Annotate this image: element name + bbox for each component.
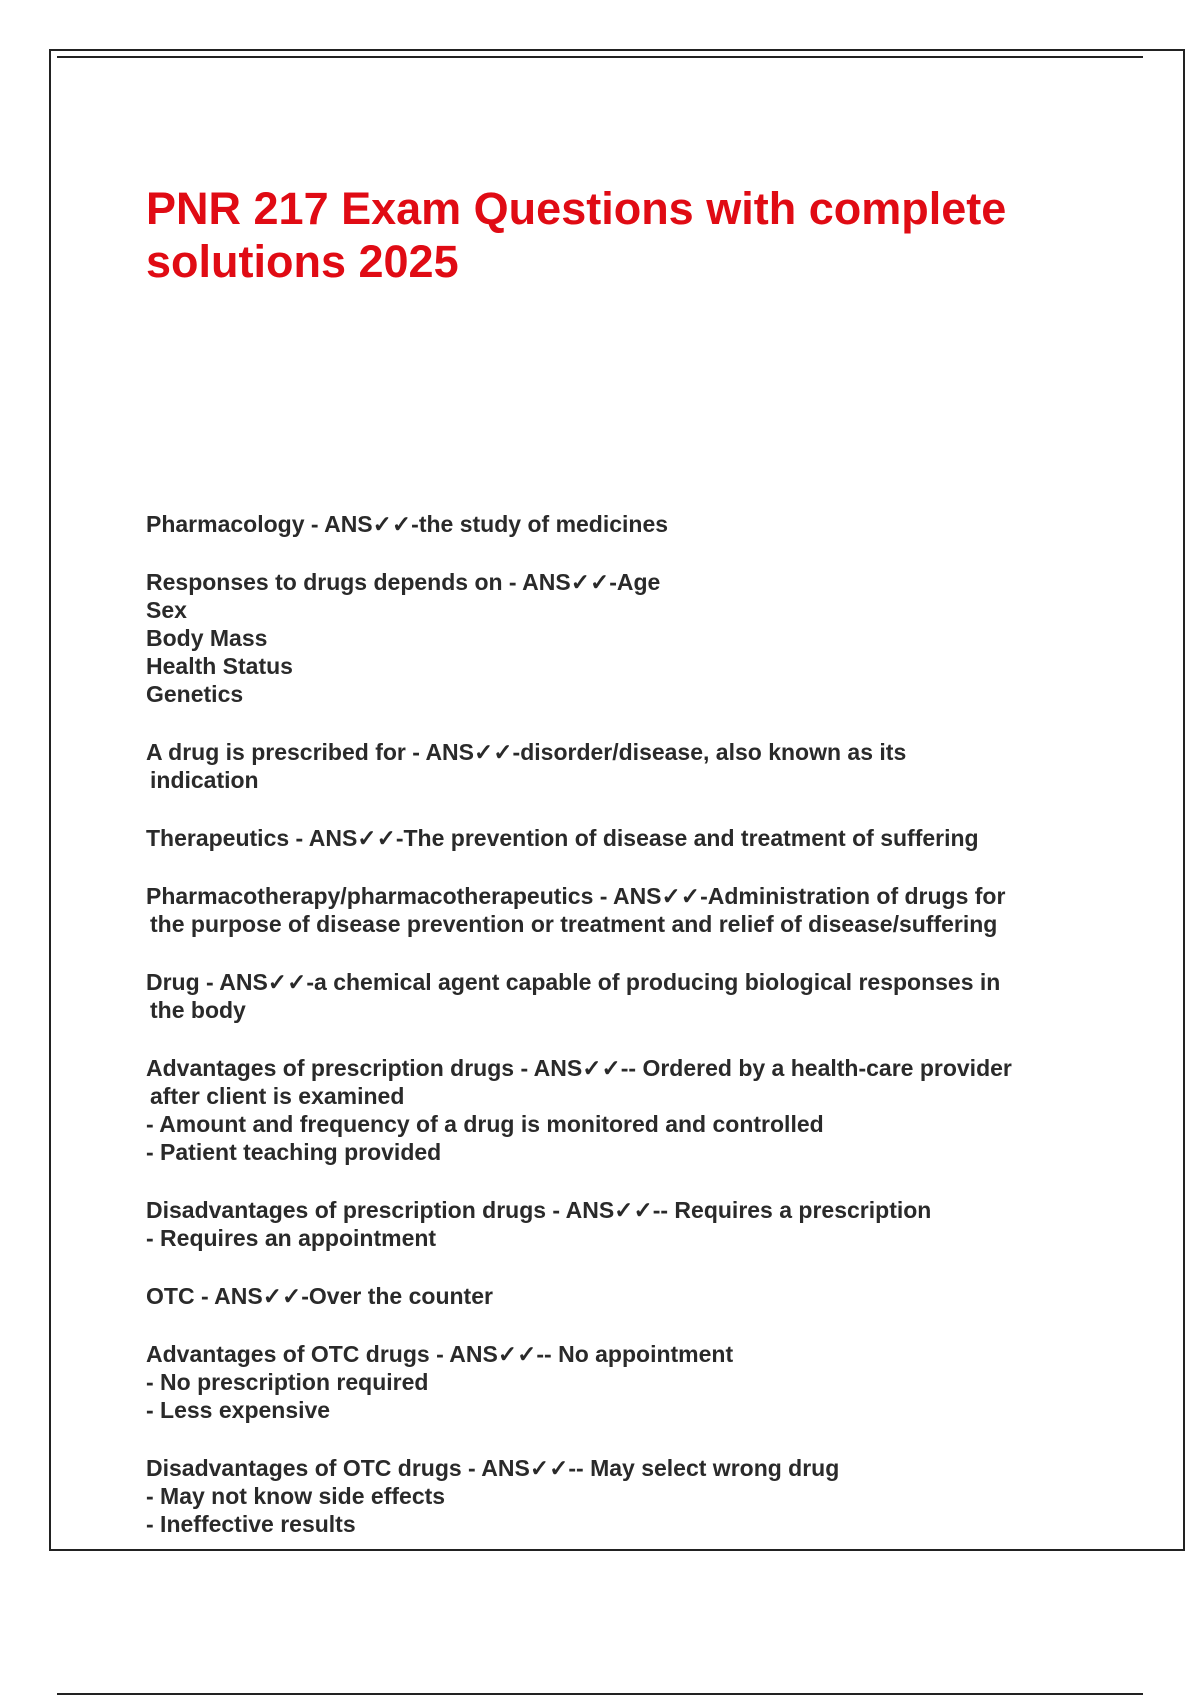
qa-line: Therapeutics - ANS✓✓-The prevention of disease and treatment of suffering <box>146 825 979 851</box>
bottom-rule <box>57 1693 1143 1695</box>
qa-line: A drug is prescribed for - ANS✓✓-disorder/disease, also known as its <box>146 739 907 765</box>
qa-line: Advantages of OTC drugs - ANS✓✓-- No appointment <box>146 1341 734 1367</box>
qa-line: OTC - ANS✓✓-Over the counter <box>146 1283 493 1309</box>
qa-line: Sex <box>146 597 187 623</box>
qa-item-pharmacology <box>146 510 1106 538</box>
qa-line: Pharmacology - ANS✓✓-the study of medicines <box>146 511 669 537</box>
qa-line: indication <box>150 767 259 793</box>
qa-line: after client is examined <box>150 1083 405 1109</box>
qa-line: - Less expensive <box>146 1397 331 1423</box>
top-rule <box>57 56 1143 58</box>
qa-item-pharmacotherapy <box>146 882 1106 938</box>
qa-line: the purpose of disease prevention or treatment and relief of disease/suffering <box>150 911 998 937</box>
document-title: PNR 217 Exam Questions with complete solutions 2025 <box>146 183 1007 287</box>
qa-item-responses-to-drugs <box>146 568 1106 708</box>
qa-item-advantages-otc <box>146 1340 1106 1424</box>
qa-line: - Amount and frequency of a drug is monitored and controlled <box>146 1111 824 1137</box>
qa-line: - No prescription required <box>146 1369 429 1395</box>
qa-item-disadvantages-prescription <box>146 1196 1106 1252</box>
qa-line: - Ineffective results <box>146 1511 356 1537</box>
qa-line: Genetics <box>146 681 244 707</box>
qa-item-drug-prescribed-for <box>146 738 1106 794</box>
qa-line: Disadvantages of prescription drugs - ANS✓✓-- Requires a prescription <box>146 1197 932 1223</box>
qa-line: Responses to drugs depends on - ANS✓✓-Age <box>146 569 661 595</box>
qa-line: the body <box>150 997 246 1023</box>
qa-list <box>146 510 1106 1568</box>
qa-item-disadvantages-otc <box>146 1454 1106 1538</box>
qa-line: Pharmacotherapy/pharmacotherapeutics - ANS✓✓-Administration of drugs for <box>146 883 1006 909</box>
qa-line: Disadvantages of OTC drugs - ANS✓✓-- May select wrong drug <box>146 1455 840 1481</box>
qa-line: Drug - ANS✓✓-a chemical agent capable of producing biological responses in <box>146 969 1001 995</box>
qa-item-otc <box>146 1282 1106 1310</box>
qa-item-drug <box>146 968 1106 1024</box>
qa-line: Health Status <box>146 653 293 679</box>
qa-line: - May not know side effects <box>146 1483 446 1509</box>
qa-line: - Requires an appointment <box>146 1225 437 1251</box>
qa-line: Advantages of prescription drugs - ANS✓✓-- Ordered by a health-care provider <box>146 1055 1012 1081</box>
qa-item-therapeutics <box>146 824 1106 852</box>
qa-item-advantages-prescription <box>146 1054 1106 1166</box>
qa-line: - Patient teaching provided <box>146 1139 442 1165</box>
qa-line: Body Mass <box>146 625 268 651</box>
